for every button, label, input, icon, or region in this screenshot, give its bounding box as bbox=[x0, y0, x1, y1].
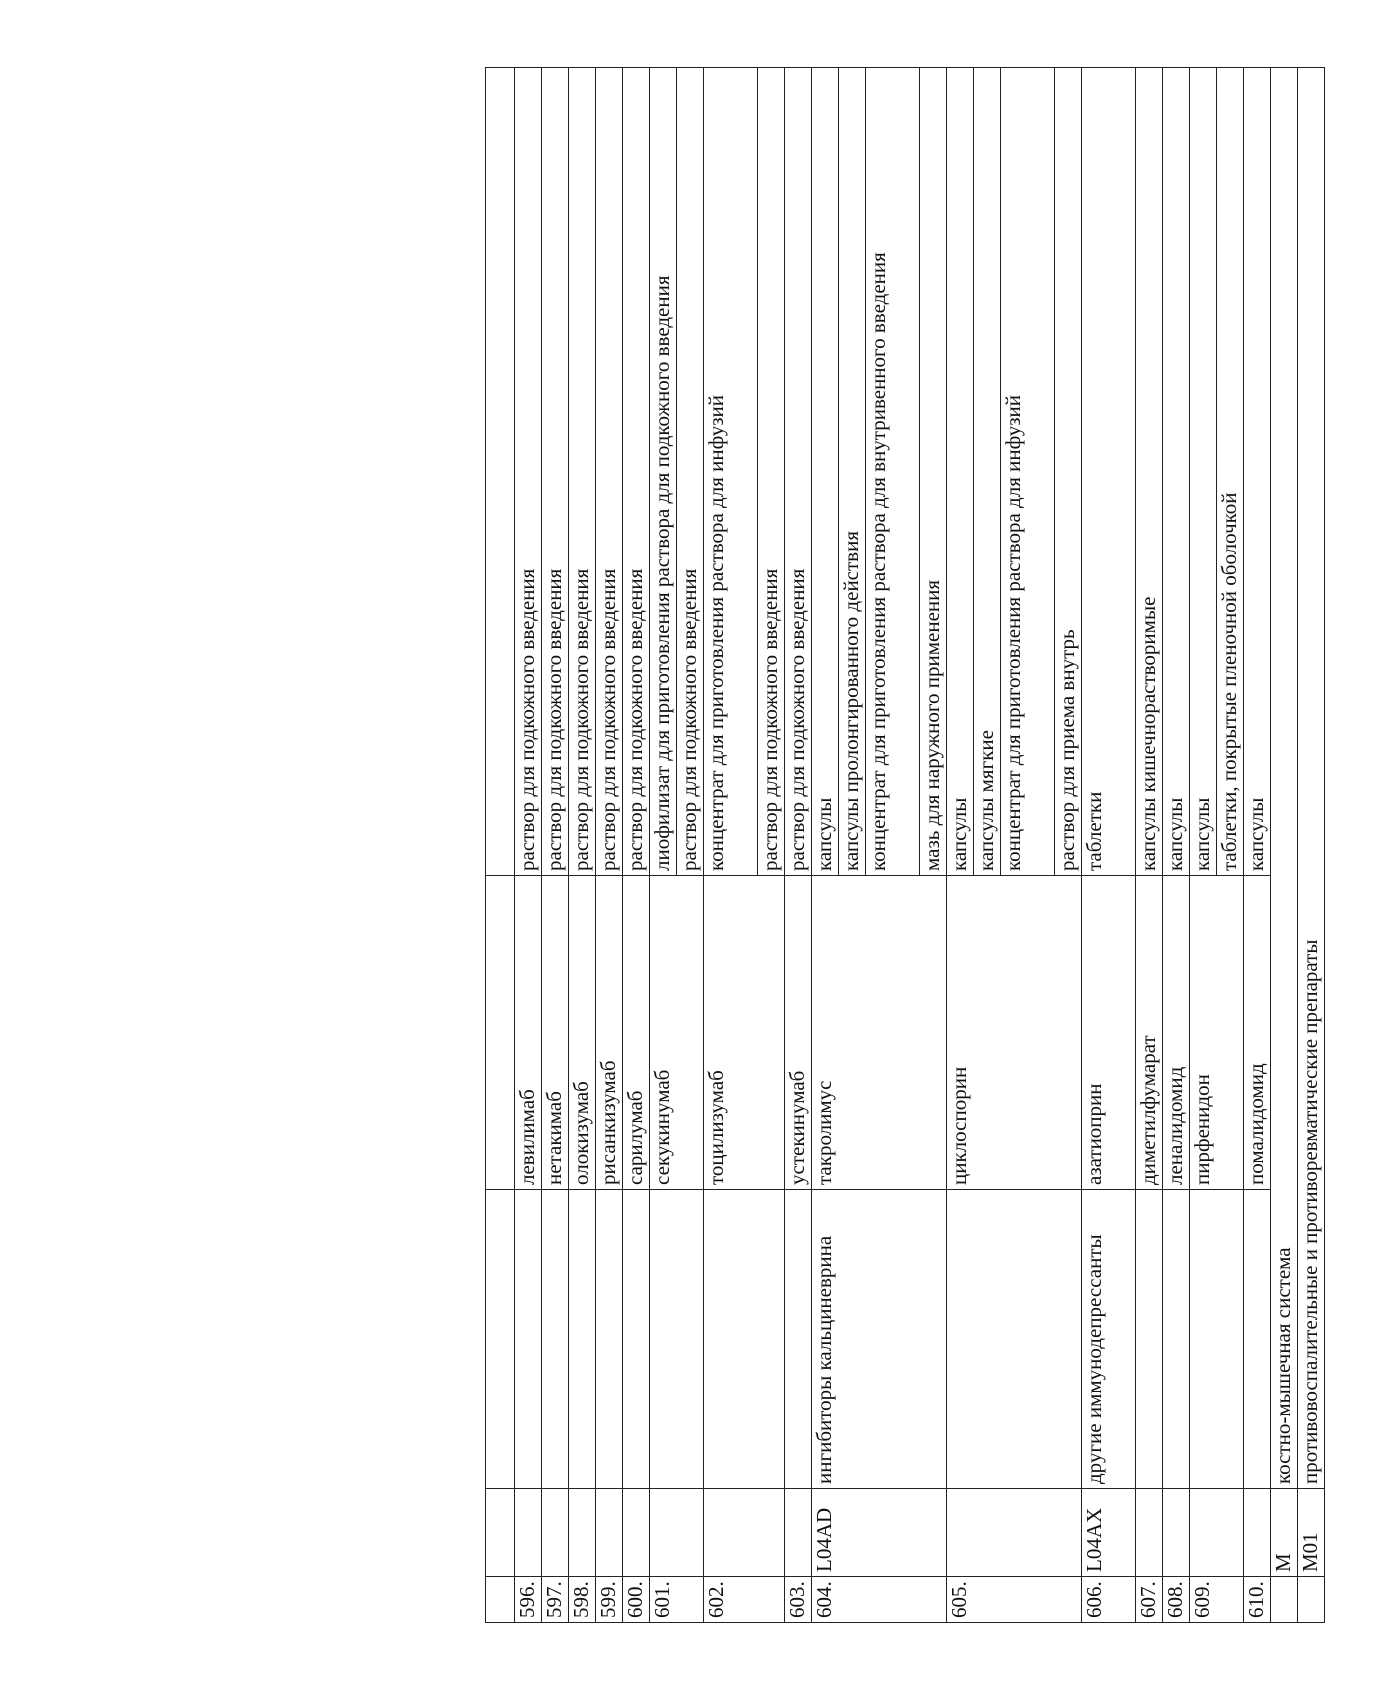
dosage-form: раствор для подкожного введения bbox=[785, 68, 812, 876]
row-number bbox=[1298, 1577, 1325, 1623]
row-number: 605. bbox=[947, 1577, 1082, 1623]
dosage-form: капсулы bbox=[1190, 68, 1217, 876]
drug-name: олокизумаб bbox=[569, 876, 596, 1190]
row-number: 607. bbox=[1136, 1577, 1163, 1623]
table-row bbox=[596, 68, 623, 1623]
drug-name: азатиоприн bbox=[1082, 876, 1136, 1190]
table-row bbox=[650, 68, 677, 1623]
group-name bbox=[650, 1190, 704, 1489]
row-number: 600. bbox=[623, 1577, 650, 1623]
dosage-form: концентрат для приготовления раствора для инфузий bbox=[704, 68, 758, 876]
group-name bbox=[569, 1190, 596, 1489]
drug-name: пирфенидон bbox=[1190, 876, 1244, 1190]
dosage-form: капсулы bbox=[812, 68, 839, 876]
drug-name: устекинумаб bbox=[785, 876, 812, 1190]
dosage-form bbox=[486, 68, 515, 876]
dosage-form: раствор для подкожного введения bbox=[623, 68, 650, 876]
atc-code bbox=[947, 1489, 1082, 1577]
group-name bbox=[1163, 1190, 1190, 1489]
dosage-form: капсулы мягкие bbox=[974, 68, 1001, 876]
drug-name: нетакимаб bbox=[542, 876, 569, 1190]
table-row bbox=[812, 68, 839, 1623]
dosage-form: раствор для подкожного введения bbox=[758, 68, 785, 876]
row-number: 606. bbox=[1082, 1577, 1136, 1623]
atc-code bbox=[542, 1489, 569, 1577]
section-row bbox=[1298, 68, 1325, 1623]
group-name bbox=[486, 1190, 515, 1489]
row-number: 597. bbox=[542, 1577, 569, 1623]
table-row bbox=[515, 68, 542, 1623]
dosage-form: мазь для наружного применения bbox=[920, 68, 947, 876]
dosage-form: капсулы кишечнорастворимые bbox=[1136, 68, 1163, 876]
atc-code: L04AD bbox=[812, 1489, 947, 1577]
atc-code bbox=[1244, 1489, 1271, 1577]
atc-code bbox=[1190, 1489, 1244, 1577]
row-number: 603. bbox=[785, 1577, 812, 1623]
atc-code bbox=[650, 1489, 704, 1577]
row-number: 602. bbox=[704, 1577, 785, 1623]
table-row bbox=[1163, 68, 1190, 1623]
drug-name: секукинумаб bbox=[650, 876, 704, 1190]
section-title: костно-мышечная система bbox=[1271, 68, 1298, 1489]
group-name: другие иммунодепрессанты bbox=[1082, 1190, 1136, 1489]
section-code: M bbox=[1271, 1489, 1298, 1577]
dosage-form: раствор для подкожного введения bbox=[596, 68, 623, 876]
drug-name: циклоспорин bbox=[947, 876, 1082, 1190]
table-row bbox=[1244, 68, 1271, 1623]
atc-code: L04AX bbox=[1082, 1489, 1136, 1577]
group-name bbox=[785, 1190, 812, 1489]
dosage-form: капсулы пролонгированного действия bbox=[839, 68, 866, 876]
row-number: 610. bbox=[1244, 1577, 1271, 1623]
row-number bbox=[486, 1577, 515, 1623]
dosage-form: таблетки bbox=[1082, 68, 1136, 876]
table-row bbox=[486, 68, 515, 1623]
group-name bbox=[623, 1190, 650, 1489]
document-page bbox=[485, 68, 1400, 1623]
drug-name: помалидомид bbox=[1244, 876, 1271, 1190]
dosage-form: раствор для подкожного введения bbox=[569, 68, 596, 876]
group-name bbox=[1136, 1190, 1163, 1489]
group-name bbox=[947, 1190, 1082, 1489]
section-code: M01 bbox=[1298, 1489, 1325, 1577]
table-row bbox=[1136, 68, 1163, 1623]
group-name bbox=[704, 1190, 785, 1489]
drug-name: леналидомид bbox=[1163, 876, 1190, 1190]
dosage-form: таблетки, покрытые пленочной оболочкой bbox=[1217, 68, 1244, 876]
drug-name: левилимаб bbox=[515, 876, 542, 1190]
table-row bbox=[569, 68, 596, 1623]
row-number: 601. bbox=[650, 1577, 704, 1623]
dosage-form: капсулы bbox=[1244, 68, 1271, 876]
dosage-form: раствор для подкожного введения bbox=[515, 68, 542, 876]
drug-list-table bbox=[485, 67, 1325, 1623]
dosage-form: лиофилизат для приготовления раствора для подкожного введения bbox=[650, 68, 677, 876]
dosage-form: концентрат для приготовления раствора для инфузий bbox=[1001, 68, 1055, 876]
row-number: 599. bbox=[596, 1577, 623, 1623]
row-number: 608. bbox=[1163, 1577, 1190, 1623]
row-number bbox=[1271, 1577, 1298, 1623]
row-number: 596. bbox=[515, 1577, 542, 1623]
dosage-form: концентрат для приготовления раствора для внутривенного введения bbox=[866, 68, 920, 876]
drug-name bbox=[486, 876, 515, 1190]
table-row bbox=[704, 68, 758, 1623]
dosage-form: раствор для подкожного введения bbox=[677, 68, 704, 876]
atc-code bbox=[785, 1489, 812, 1577]
group-name bbox=[542, 1190, 569, 1489]
atc-code bbox=[596, 1489, 623, 1577]
section-title: противовоспалительные и противоревматические препараты bbox=[1298, 68, 1325, 1489]
dosage-form: раствор для приема внутрь bbox=[1055, 68, 1082, 876]
drug-name: сарилумаб bbox=[623, 876, 650, 1190]
table-row bbox=[623, 68, 650, 1623]
drug-name: рисанкизумаб bbox=[596, 876, 623, 1190]
atc-code bbox=[569, 1489, 596, 1577]
atc-code bbox=[623, 1489, 650, 1577]
row-number: 609. bbox=[1190, 1577, 1244, 1623]
table-row bbox=[1082, 68, 1136, 1623]
group-name bbox=[515, 1190, 542, 1489]
group-name bbox=[1190, 1190, 1244, 1489]
section-row bbox=[1271, 68, 1298, 1623]
table-row bbox=[947, 68, 974, 1623]
dosage-form: капсулы bbox=[947, 68, 974, 876]
atc-code bbox=[704, 1489, 785, 1577]
table-row bbox=[1190, 68, 1217, 1623]
atc-code bbox=[515, 1489, 542, 1577]
atc-code bbox=[1136, 1489, 1163, 1577]
drug-name: такролимус bbox=[812, 876, 947, 1190]
row-number: 598. bbox=[569, 1577, 596, 1623]
group-name bbox=[596, 1190, 623, 1489]
table-row bbox=[542, 68, 569, 1623]
drug-name: тоцилизумаб bbox=[704, 876, 785, 1190]
drug-name: диметилфумарат bbox=[1136, 876, 1163, 1190]
atc-code bbox=[486, 1489, 515, 1577]
row-number: 604. bbox=[812, 1577, 947, 1623]
table-row bbox=[785, 68, 812, 1623]
dosage-form: раствор для подкожного введения bbox=[542, 68, 569, 876]
group-name bbox=[1244, 1190, 1271, 1489]
atc-code bbox=[1163, 1489, 1190, 1577]
group-name: ингибиторы кальциневрина bbox=[812, 1190, 947, 1489]
dosage-form: капсулы bbox=[1163, 68, 1190, 876]
